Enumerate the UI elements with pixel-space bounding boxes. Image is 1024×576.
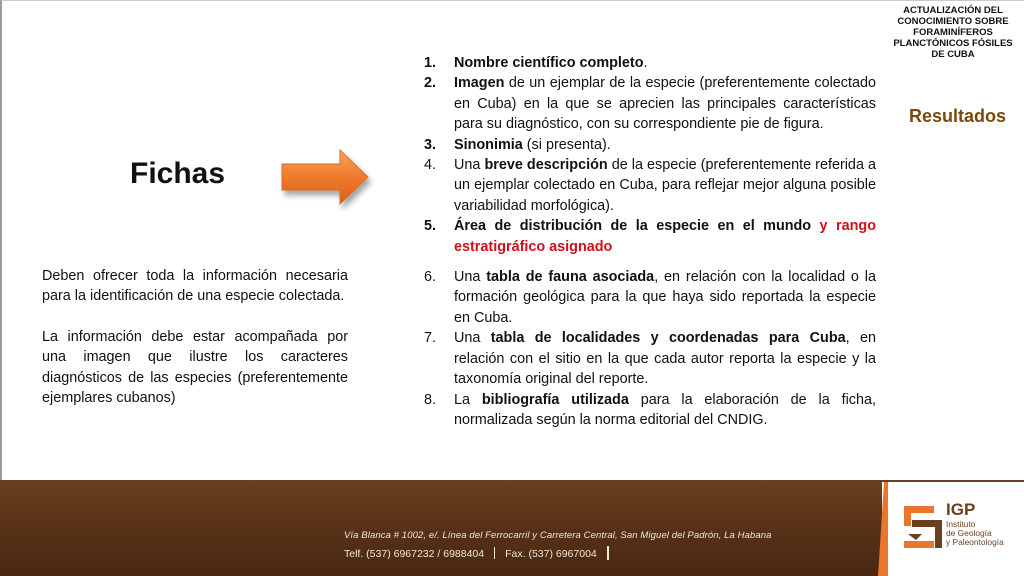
orange-accent-bar bbox=[878, 482, 888, 576]
fichas-title: Fichas bbox=[130, 157, 226, 190]
requirements-list bbox=[424, 53, 876, 430]
list-item: 3. Sinonimia (si presenta). bbox=[424, 136, 611, 153]
footer-phone: Telf. (537) 6967232 / 6988404 bbox=[344, 548, 485, 560]
list-item: 6. Una tabla de fauna asociada, en relación con la localidad o la formación geológica para la que haya sido reportada la especie en Cuba. bbox=[424, 269, 876, 326]
left-paragraph-1: Deben ofrecer toda la información necesaria para la identificación de una especie colectada. bbox=[42, 268, 348, 305]
logo-subtitle: Instituto de Geología y Paleontología bbox=[946, 519, 1004, 547]
logo-name: IGP bbox=[946, 500, 976, 519]
footer-bar bbox=[0, 480, 1024, 576]
igp-logo bbox=[882, 482, 1024, 576]
project-title: ACTUALIZACIÓN DEL CONOCIMIENTO SOBRE FORAMINÍFEROS PLANCTÓNICOS FÓSILES DE CUBA bbox=[893, 5, 1013, 60]
list-item: 8. La bibliografía utilizada para la elaboración de la ficha, normalizada según la norma editorial del CNDIG. bbox=[424, 391, 876, 428]
list-item: 4. Una breve descripción de la especie (preferentemente referida a un ejemplar colectado en Cuba, para reflejar mejor alguna posible variabilidad morfológica). bbox=[424, 157, 876, 214]
footer-fax: Fax. (537) 6967004 bbox=[505, 548, 597, 560]
footer-contact bbox=[344, 546, 609, 560]
list-item: 1. Nombre científico completo. bbox=[424, 55, 648, 71]
left-paragraph-2: La información debe estar acompañada por una imagen que ilustre los caracteres diagnósticos de las especies (preferentemente ejemplares cubanos) bbox=[42, 328, 348, 407]
footer-address: Vía Blanca # 1002, e/. Línea del Ferrocarril y Carretera Central, San Miguel del Padrón, La Habana bbox=[344, 530, 772, 541]
section-title: Resultados bbox=[908, 106, 1006, 126]
list-item: 7. Una tabla de localidades y coordenadas para Cuba, en relación con el sitio en la que cada autor reporta la especie y la taxonomía original del reporte. bbox=[424, 330, 876, 388]
list-item: 5. Área de distribución de la especie en el mundo y rango estratigráfico asignado bbox=[424, 218, 876, 255]
right-arrow-icon bbox=[276, 146, 378, 212]
igp-logo-icon bbox=[904, 506, 942, 548]
list-item: 2. Imagen de un ejemplar de la especie (preferentemente colectado en Cuba) en la que se aprecien las principales características para su diagnóstico, con su correspondiente pie de figura. bbox=[424, 75, 876, 133]
left-description bbox=[42, 266, 348, 408]
